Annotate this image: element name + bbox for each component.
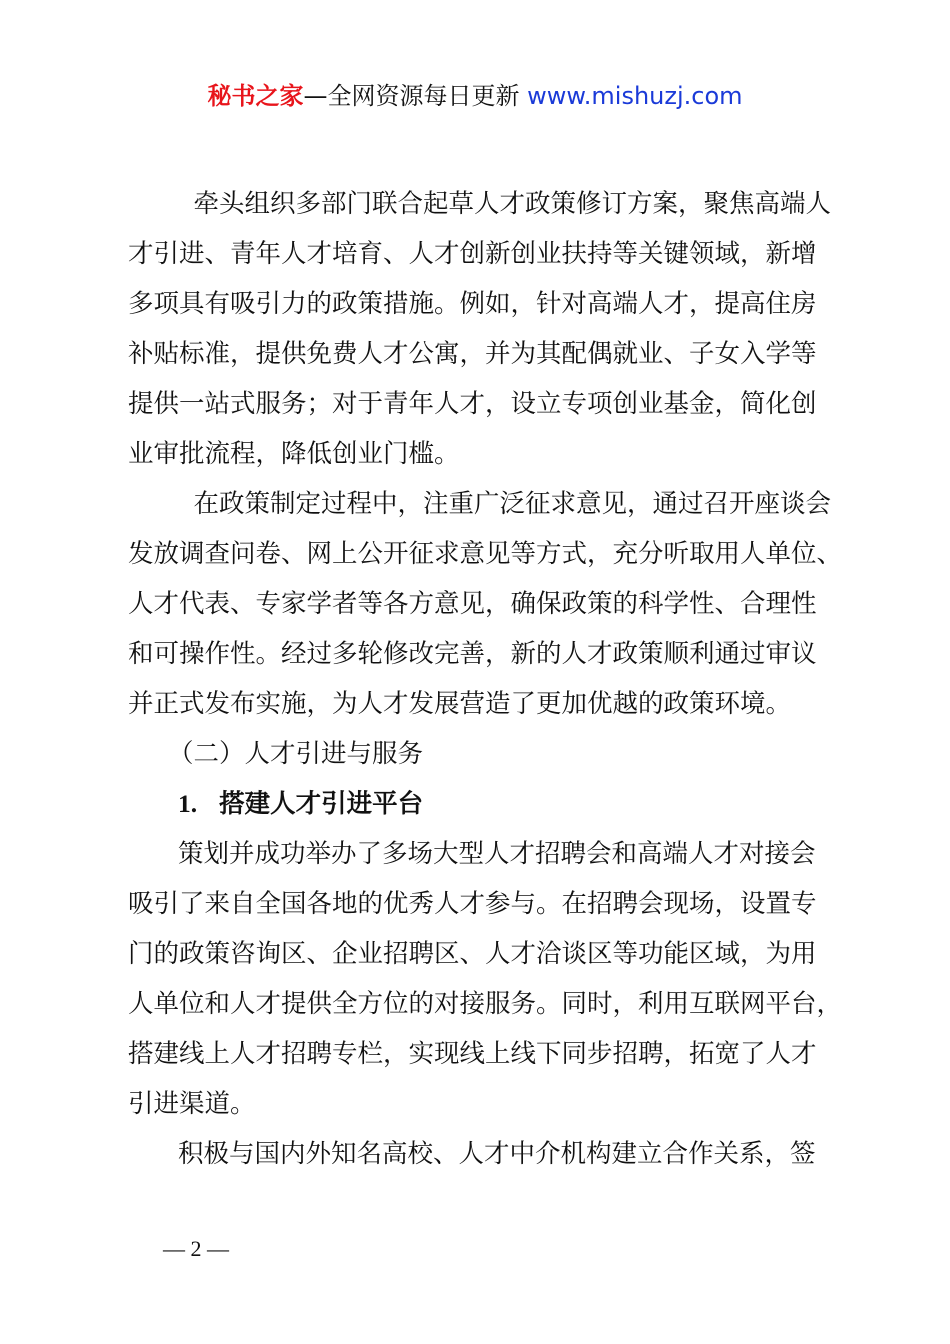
paragraph-line: 吸引了来自全国各地的优秀人才参与。在招聘会现场，设置专: [128, 889, 817, 919]
subheading-title: 搭建人才引进平台: [219, 789, 424, 819]
paragraph-line: 门的政策咨询区、企业招聘区、人才洽谈区等功能区域，为用: [128, 939, 817, 969]
site-header: [0, 80, 950, 112]
brand-name: 秘书之家: [207, 82, 304, 110]
paragraph-line: 补贴标准，提供免费人才公寓，并为其配偶就业、子女入学等: [128, 339, 817, 369]
subheading: [128, 779, 828, 829]
paragraph-line: 在政策制定过程中，注重广泛征求意见，通过召开座谈会: [168, 489, 832, 519]
page-number: — 2 —: [163, 1236, 229, 1261]
paragraph-line: 提供一站式服务；对于青年人才，设立专项创业基金，简化创: [128, 389, 817, 419]
paragraph-line: 发放调查问卷、网上公开征求意见等方式，充分听取用人单位、: [128, 539, 843, 569]
subheading-number: 1.: [178, 789, 198, 818]
paragraph-line: 策划并成功举办了多场大型人才招聘会和高端人才对接会: [178, 839, 816, 869]
document-body: [128, 179, 843, 1179]
paragraph-line: 多项具有吸引力的政策措施。例如，针对高端人才，提高住房: [128, 289, 817, 319]
paragraph-line: 积极与国内外知名高校、人才中介机构建立合作关系，签: [178, 1139, 816, 1169]
paragraph-line: 人才代表、专家学者等各方意见，确保政策的科学性、合理性: [128, 589, 817, 619]
paragraph-line: 和可操作性。经过多轮修改完善，新的人才政策顺利通过审议: [128, 639, 817, 669]
header-tagline: —全网资源每日更新: [303, 82, 528, 110]
paragraph-line: 并正式发布实施，为人才发展营造了更加优越的政策环境。: [128, 689, 792, 719]
paragraph-line: 才引进、青年人才培育、人才创新创业扶持等关键领域，新增: [128, 239, 817, 269]
paragraph-line: 搭建线上人才招聘专栏，实现线上线下同步招聘，拓宽了人才: [128, 1039, 817, 1069]
section-heading: （二）人才引进与服务: [168, 739, 424, 769]
paragraph-line: 牵头组织多部门联合起草人才政策修订方案，聚焦高端人: [168, 189, 832, 219]
paragraph-line: 业审批流程，降低创业门槛。: [128, 439, 460, 469]
site-url-link[interactable]: www.mishuzj.com: [527, 82, 743, 110]
paragraph-line: 引进渠道。: [128, 1089, 256, 1119]
paragraph-line: 人单位和人才提供全方位的对接服务。同时，利用互联网平台，: [128, 989, 843, 1019]
